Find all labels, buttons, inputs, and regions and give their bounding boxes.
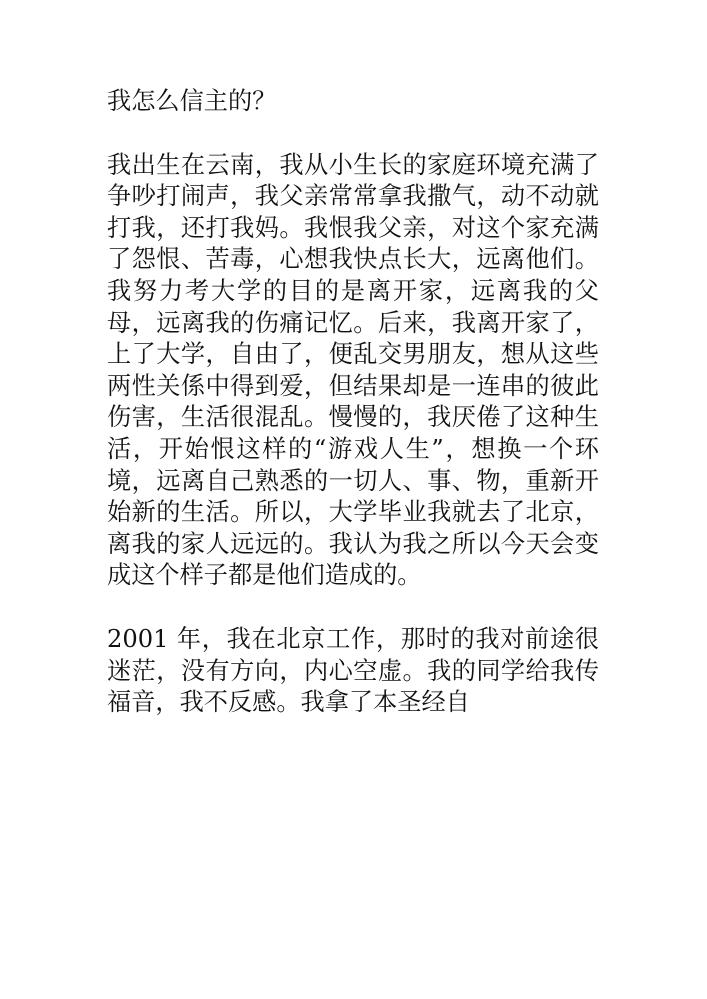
paragraph-beijing: 2001 年，我在北京工作，那时的我对前途很迷茫，没有方向，内心空虚。我的同学给我传福音，我不反感。我拿了本圣经自 [107,624,599,717]
document-page [107,86,599,751]
document-title: 我怎么信主的？ [107,87,277,115]
paragraph-childhood: 我出生在云南，我从小生长的家庭环境充满了争吵打闹声，我父亲常常拿我撒气，动不动就打我，还打我妈。我恨我父亲，对这个家充满了怨恨、苦毒，心想我快点长大，远离他们。我努力考大学的目的是离开家，远离我的父母，远离我的伤痛记忆。后来，我离开家了，上了大学，自由了，便乱交男朋友，想从这些两性关係中得到爱，但结果却是一连串的彼此伤害，生活很混乱。慢慢的，我厌倦了这种生活，开始恨这样的“游戏人生”，想换一个环境，远离自己熟悉的一切人、事、物，重新开始新的生活。所以，大学毕业我就去了北京，离我的家人远远的。我认为我之所以今天会变成这个样子都是他们造成的。 [107,150,599,590]
